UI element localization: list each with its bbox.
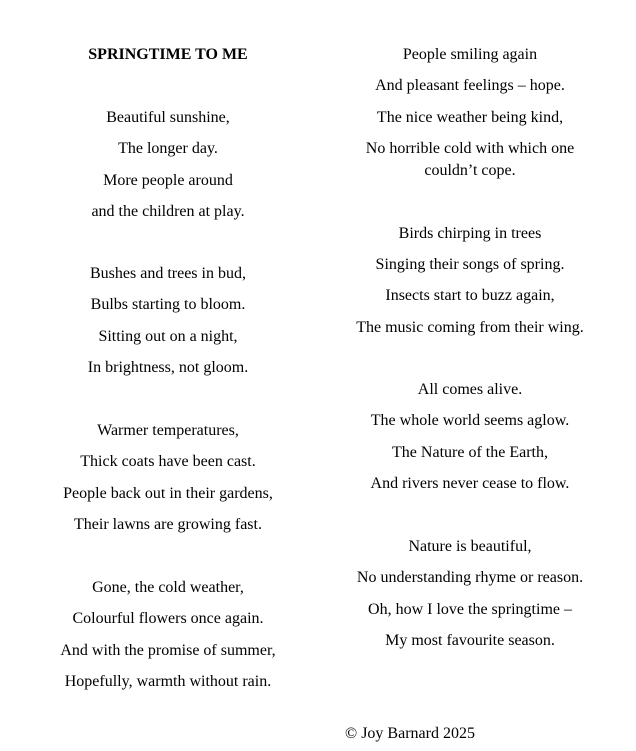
poem-line: Bushes and trees in bud, bbox=[90, 265, 246, 282]
poem-line: People back out in their gardens, bbox=[63, 485, 273, 502]
poem-line: In brightness, not gloom. bbox=[87, 359, 249, 376]
poem-line: Bulbs starting to bloom. bbox=[90, 296, 246, 313]
poem-line: Gone, the cold weather, bbox=[92, 579, 244, 596]
poem-line: And with the promise of summer, bbox=[60, 642, 276, 659]
poem-line: More people around bbox=[103, 172, 233, 189]
poem-line: The music coming from their wing. bbox=[356, 319, 584, 336]
poem-line: Singing their songs of spring. bbox=[375, 256, 565, 273]
copyright-notice: © Joy Barnard 2025 bbox=[345, 725, 475, 742]
poem-line: The longer day. bbox=[118, 140, 218, 157]
poem-line: Colourful flowers once again. bbox=[72, 610, 264, 627]
poem-line: All comes alive. bbox=[417, 381, 523, 398]
poem-line: And pleasant feelings – hope. bbox=[375, 77, 565, 94]
poem-line: Oh, how I love the springtime – bbox=[368, 601, 572, 618]
poem-line: Beautiful sunshine, bbox=[106, 109, 230, 126]
poem-line: Hopefully, warmth without rain. bbox=[64, 673, 272, 690]
poem-line: Warmer temperatures, bbox=[97, 422, 239, 439]
poem-line: No understanding rhyme or reason. bbox=[356, 569, 584, 586]
poem-line: The nice weather being kind, bbox=[376, 109, 564, 126]
poem-line: Sitting out on a night, bbox=[98, 328, 238, 345]
poem-line: My most favourite season. bbox=[385, 632, 555, 649]
poem-line: No horrible cold with which one couldn’t cope. bbox=[365, 140, 575, 179]
poem-line: People smiling again bbox=[402, 46, 538, 63]
poem-line: Insects start to buzz again, bbox=[385, 287, 555, 304]
poem-title: SPRINGTIME TO ME bbox=[88, 46, 248, 63]
poem-line: Nature is beautiful, bbox=[408, 538, 532, 555]
poem-line: Their lawns are growing fast. bbox=[74, 516, 262, 533]
poem-line: and the children at play. bbox=[91, 203, 245, 220]
poem-line: And rivers never cease to flow. bbox=[370, 475, 570, 492]
poem-line: Birds chirping in trees bbox=[398, 225, 542, 242]
poem-line: The Nature of the Earth, bbox=[392, 444, 548, 461]
poem-line: Thick coats have been cast. bbox=[80, 453, 256, 470]
poem-line: The whole world seems aglow. bbox=[370, 412, 570, 429]
